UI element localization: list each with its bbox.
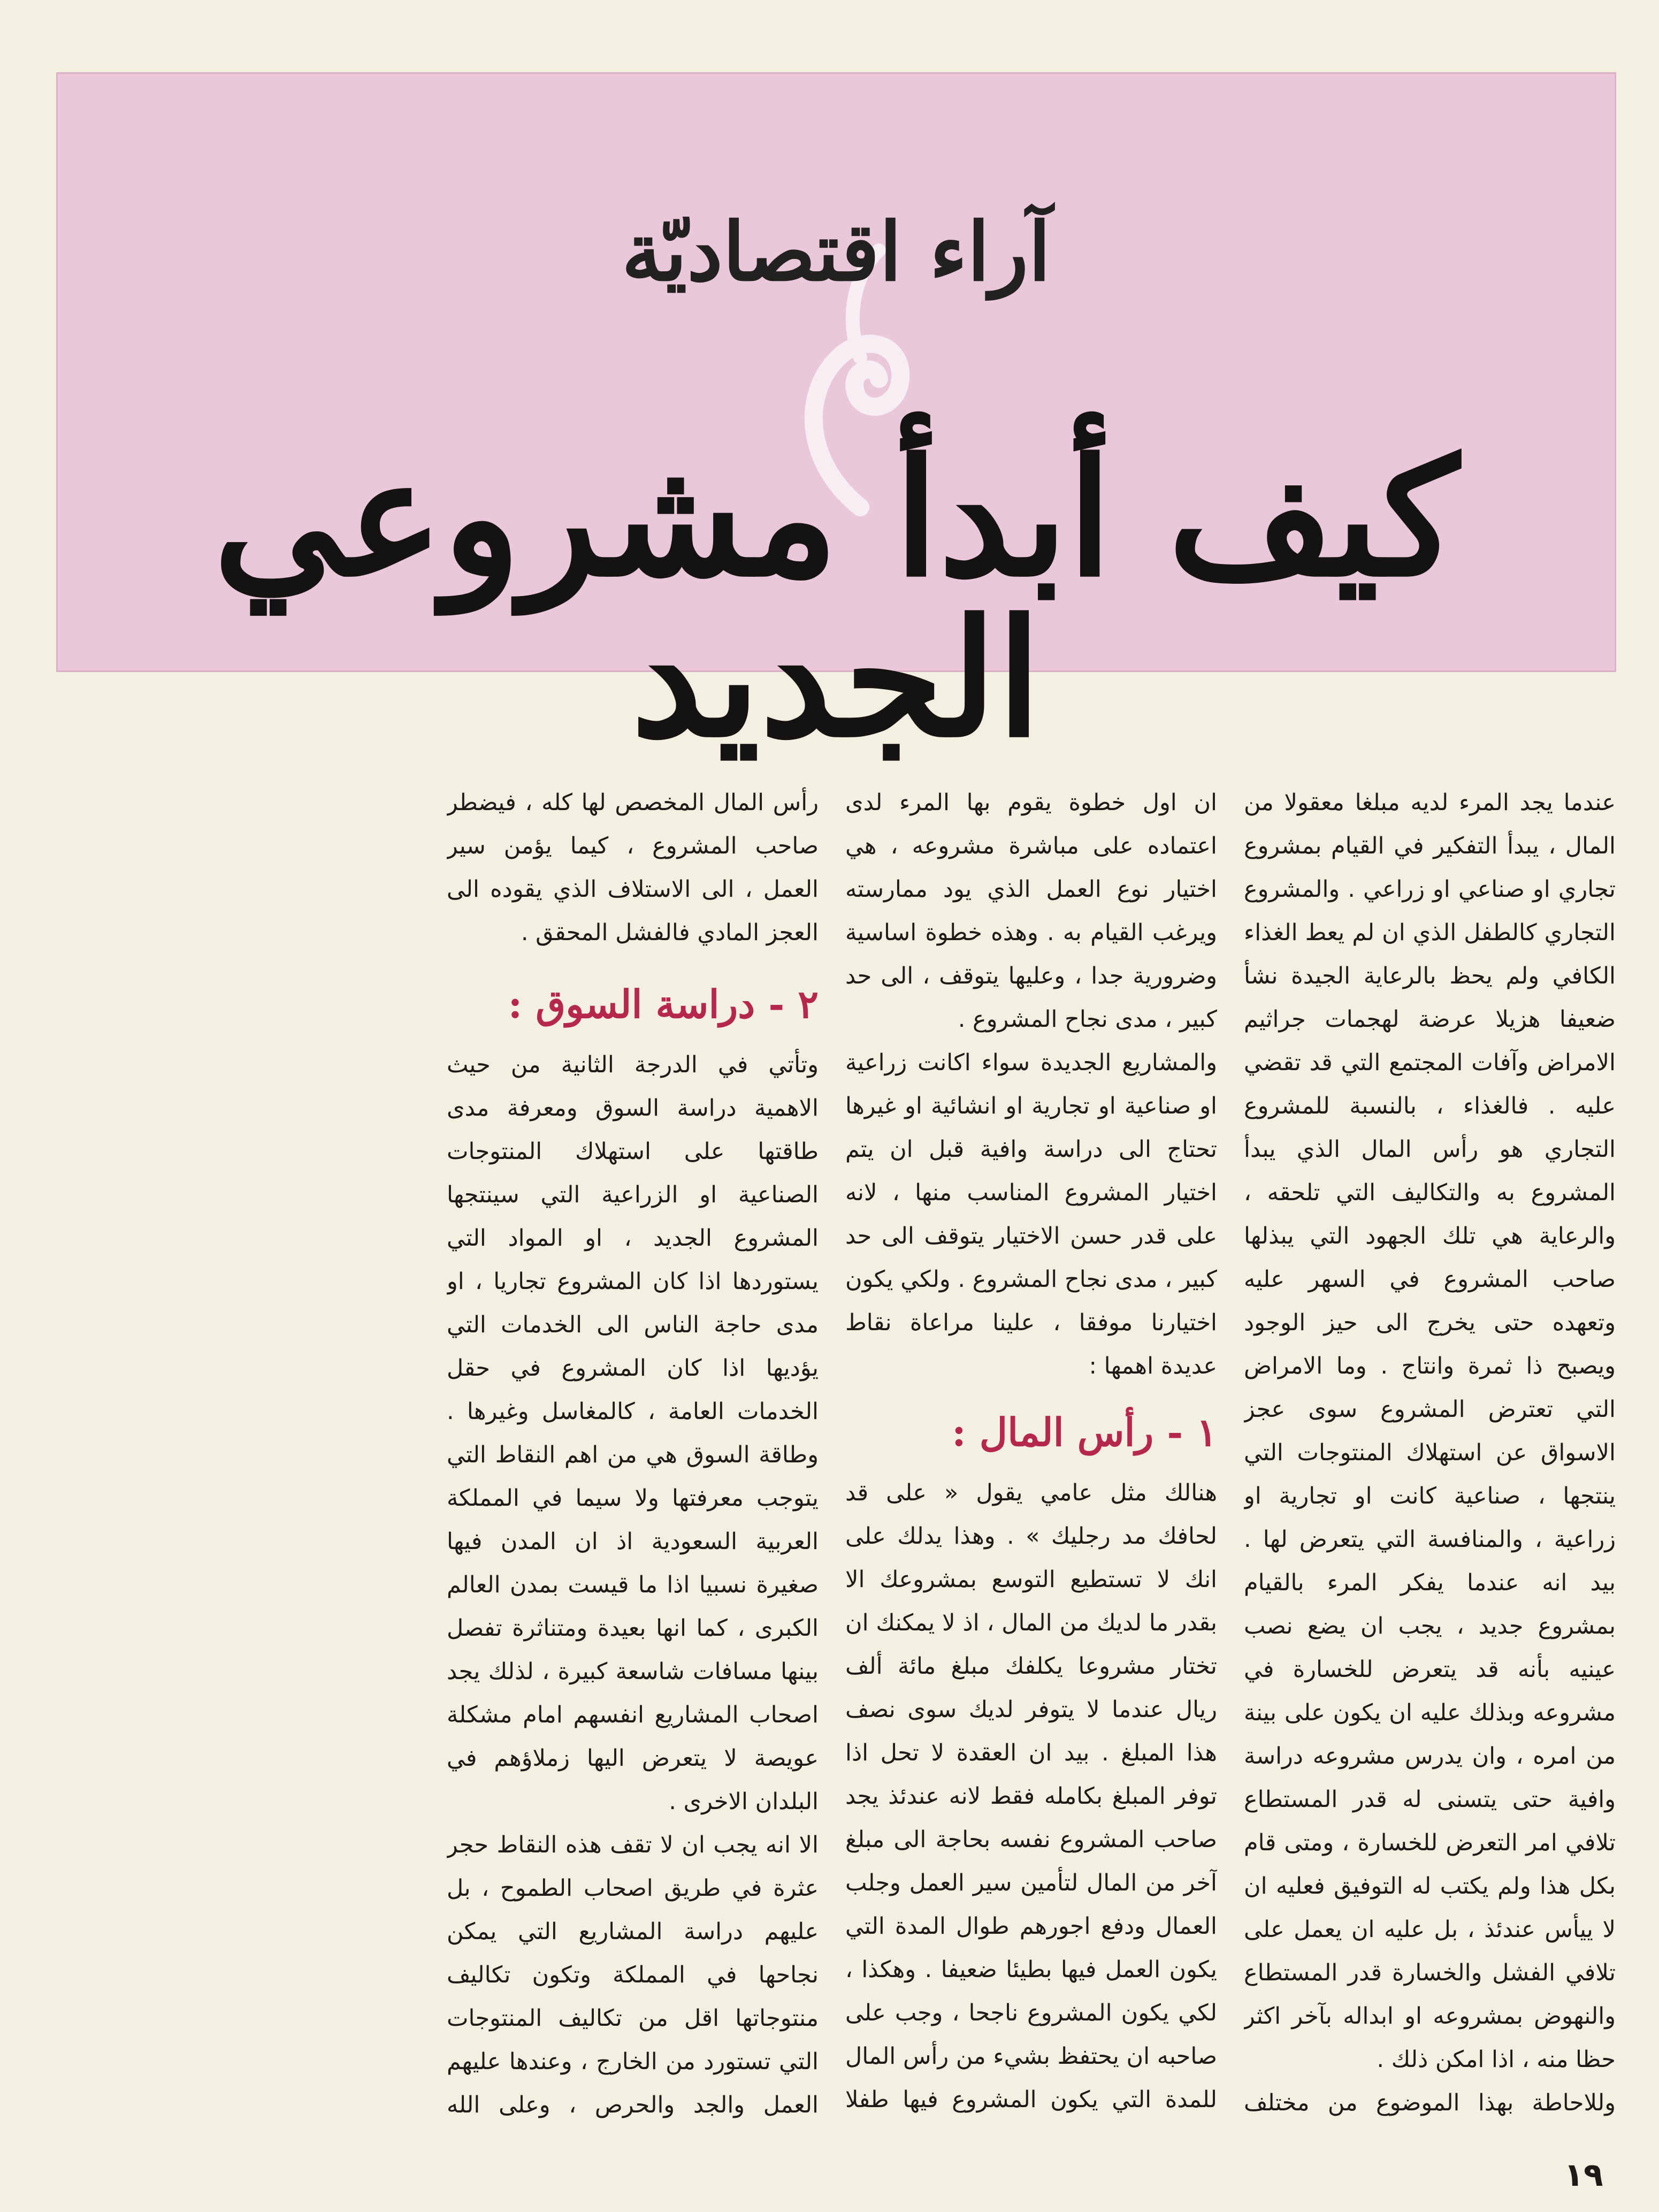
column-2: [845, 781, 1217, 2122]
paragraph: وللاحاطة بهذا الموضوع من مختلف: [1244, 2089, 1616, 2116]
paragraph: الا انه يجب ان لا تقف هذه النقاط حجر عثرة في طريق اصحاب الطموح ، بل عليهم دراسة المشاريع التي يمكن نجاحها في المملكة وتكون تكاليف منتوجاتها اقل من تكاليف المنتوجات التي تستورد من الخارج ، وعندها عليهم العمل والجد والحرص ، وعلى الله: [447, 1832, 819, 2118]
column-3: [447, 781, 819, 2122]
article-body: [45, 781, 1616, 2122]
paragraph: ان اول خطوة يقوم بها المرء لدى اعتماده على مباشرة مشروعه ، هي اختيار نوع العمل الذي يود ممارسته ويرغب القيام به . وهذه خطوة اساسية وضرورية جدا ، وعليها يتوقف ، الى حد كبير ، مدى نجاح المشروع .: [845, 789, 1217, 1033]
section-heading-capital: ١ - رأس المال :: [952, 1409, 1217, 1455]
column-1: [1244, 781, 1616, 2122]
paragraph: عندما يجد المرء لديه مبلغا معقولا من المال ، يبدأ التفكير في القيام بمشروع تجاري او صناعي او زراعي . والمشروع التجاري كالطفل الذي ان لم يعط الغذاء الكافي ولم يحظ بالرعاية الجيدة نشأ ضعيفا هزيلا عرضة لهجمات جراثيم الامراض وآفات المجتمع التي قد تقضي عليه . فالغذاء ، بالنسبة للمشروع التجاري هو رأس المال الذي يبدأ المشروع به والتكاليف التي تلحقه ، والرعاية هي تلك الجهود التي يبذلها صاحب المشروع في السهر عليه وتعهده حتى يخرج الى حيز الوجود ويصبح ذا ثمرة وانتاج . وما الامراض التي تعترض المشروع سوى عجز الاسواق عن استهلاك المنتوجات التي ينتجها ، صناعية كانت او تجارية او زراعية ، والمنافسة التي يتعرض لها . بيد انه عندما يفكر المرء بالقيام بمشروع جديد ، يجب ان يضع نصب عينيه بأنه قد يتعرض للخسارة في مشروعه وبذلك عليه ان يكون على بينة من امره ، وان يدرس مشروعه دراسة وافية حتى يتسنى له قدر المستطاع تلافي امر التعرض للخسارة ، ومتى قام بكل هذا ولم يكتب له التوفيق فعليه ان لا ييأس عندئذ ، بل عليه ان يعمل على تلافي الفشل والخسارة قدر المستطاع والنهوض بمشروعه او ابداله بآخر اكثر حظا منه ، اذا امكن ذلك .: [1244, 789, 1616, 2073]
paragraph: هنالك مثل عامي يقول « على قد لحافك مد رجليك » . وهذا يدلك على انك لا تستطيع التوسع بمشروعك الا بقدر ما لديك من المال ، اذ لا يمكنك ان تختار مشروعا يكلفك مبلغ مائة ألف ريال عندما لا يتوفر لديك سوى نصف هذا المبلغ . بيد ان العقدة لا تحل اذا توفر المبلغ بكامله فقط لانه عندئذ يجد صاحب المشروع نفسه بحاجة الى مبلغ آخر من المال لتأمين سير العمل وجلب العمال ودفع اجورهم طوال المدة التي يكون العمل فيها بطيئا ضعيفا . وهكذا ، لكي يكون المشروع ناجحا ، وجب على صاحبه ان يحتفظ بشيء من رأس المال للمدة التي يكون المشروع فيها طفلا: [845, 1479, 1217, 2113]
page-number: ١٩: [1564, 2156, 1603, 2194]
paragraph: والمشاريع الجديدة سواء اكانت زراعية او صناعية او تجارية او انشائية او غيرها تحتاج الى دراسة وافية قبل ان يتم اختيار المشروع المناسب منها ، لانه على قدر حسن الاختيار يتوقف الى حد كبير ، مدى نجاح المشروع . ولكي يكون اختيارنا موفقا ، علينا مراعاة نقاط عديدة اهمها :: [845, 1049, 1217, 1379]
section-heading-market: ٢ - دراسة السوق :: [508, 981, 819, 1027]
paragraph: رأس المال المخصص لها كله ، فيضطر صاحب المشروع ، كيما يؤمن سير العمل ، الى الاستلاف الذي يقوده الى العجز المادي فالفشل المحقق .: [447, 789, 819, 946]
header-banner: [56, 72, 1616, 773]
section-kicker: آراء اقتصاديّة: [622, 205, 1051, 299]
article-title: كيف أبدأ مشروعي الجديد: [213, 423, 1459, 773]
paragraph: وتأتي في الدرجة الثانية من حيث الاهمية دراسة السوق ومعرفة مدى طاقتها على استهلاك المنتوجات الصناعية او الزراعية التي سينتجها المشروع الجديد ، او المواد التي يستوردها اذا كان المشروع تجاريا ، او مدى حاجة الناس الى الخدمات التي يؤديها اذا كان المشروع في حقل الخدمات العامة ، كالمغاسل وغيرها . وطاقة السوق هي من اهم النقاط التي يتوجب معرفتها ولا سيما في المملكة العربية السعودية اذ ان المدن فيها صغيرة نسبيا اذا ما قيست بمدن العالم الكبرى ، كما انها بعيدة ومتناثرة تفصل بينها مسافات شاسعة كبيرة ، لذلك يجد اصحاب المشاريع انفسهم امام مشكلة عويصة لا يتعرض اليها زملاؤهم في البلدان الاخرى .: [447, 1051, 819, 1815]
